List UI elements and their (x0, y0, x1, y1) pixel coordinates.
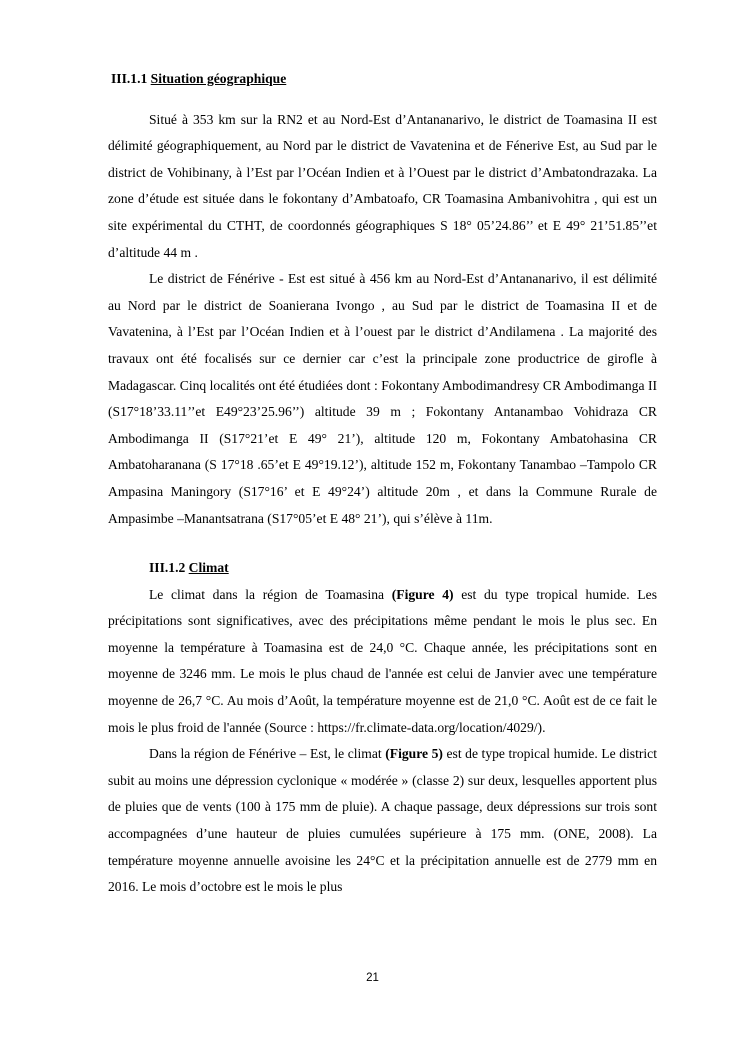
section-title: Situation géographique (150, 71, 287, 86)
figure-reference: (Figure 5) (385, 746, 443, 762)
page-number: 21 (366, 972, 379, 984)
section-number: III.1.1 (111, 71, 148, 86)
section-number: III.1.2 (149, 560, 186, 576)
section-heading-climate (149, 555, 657, 582)
text-run: est du type tropical humide. Les précipitations sont significatives, avec des précipitations même pendant le mois le plus sec. En moyenne la température à Toamasina est de 24,0 °C. Chaque année, les précipitations sont en moyenne de 3246 mm. Le mois le plus chaud de l'année est celui de Janvier avec une température moyenne de 26,7 °C. Au mois d’Août, la température moyenne est de 21,0 °C. Août est de ce fait le mois le plus froid de l'année (Source : https://fr.climate-data.org/location/4029/). (108, 586, 658, 735)
section-heading-geographic-situation (111, 66, 657, 93)
section-title: Climat (188, 560, 229, 576)
paragraph-fenerive-location: Le district de Fénérive - Est est situé à 456 km au Nord-Est d’Antananarivo, il est délimité au Nord par le district de Soanierana Ivongo , au Sud par le district de Toamasina II et de Vavatenina, à l’Est par l’Océan Indien et à l’ouest par le district d’Andilamena . La majorité des travaux ont été focalisés sur ce dernier car c’est la principale zone productrice de girofle à Madagascar. Cinq localités ont été étudiées dont : Fokontany Ambodimandresy CR Ambodimanga II (S17°18’33.11’’et E49°23’25.96’’) altitude 39 m ; Fokontany Antanambao Vohidraza CR Ambodimanga II (S17°21’et E 49° 21’), altitude 120 m, Fokontany Ambatohasina CR Ambatoharanana (S 17°18 .65’et E 49°19.12’), altitude 152 m, Fokontany Tanambao –Tampolo CR Ampasina Maningory (S17°16’ et E 49°24’) altitude 20m , et dans la Commune Rurale de Ampasimbe –Manantsatrana (S17°05’et E 48° 21’), qui s’élève à 11m. (108, 271, 657, 526)
paragraph-fenerive-climate (108, 741, 657, 901)
text-run: Dans la région de Fénérive – Est, le climat (149, 746, 386, 762)
paragraph-toamasina-location: Situé à 353 km sur la RN2 et au Nord-Est d’Antananarivo, le district de Toamasina II est délimité géographiquement, au Nord par le district de Vavatenina et de Fénerive Est, au Sud par le district de Vohibinany, à l’Est par l’Océan Indien et à l’Ouest par le district d’Ambatondrazaka. La zone d’étude est située dans le fokontany d’Ambatoafo, CR Toamasina Ambanivohitra , qui est un site expérimental du CTHT, de coordonnés géographiques S 18° 05’24.86’’ et E 49° 21’51.85’’et d’altitude 44 m . (108, 111, 657, 260)
page-content (108, 66, 657, 901)
text-run: Le climat dans la région de Toamasina (149, 586, 392, 602)
paragraph-toamasina-climate (108, 582, 657, 742)
text-run: est de type tropical humide. Le district subit au moins une dépression cyclonique « modérée » (classe 2) sur deux, lesquelles apportent plus de pluies que de vents (100 à 175 mm de pluie). A chaque passage, deux dépressions sur trois sont accompagnées d’une hauteur de pluies cumulées supérieure à 175 mm. (ONE, 2008). La température moyenne annuelle avoisine les 24°C et la précipitation annuelle est de 2779 mm en 2016. Le mois d’octobre est le mois le plus (108, 746, 657, 895)
figure-reference: (Figure 4) (391, 586, 454, 602)
